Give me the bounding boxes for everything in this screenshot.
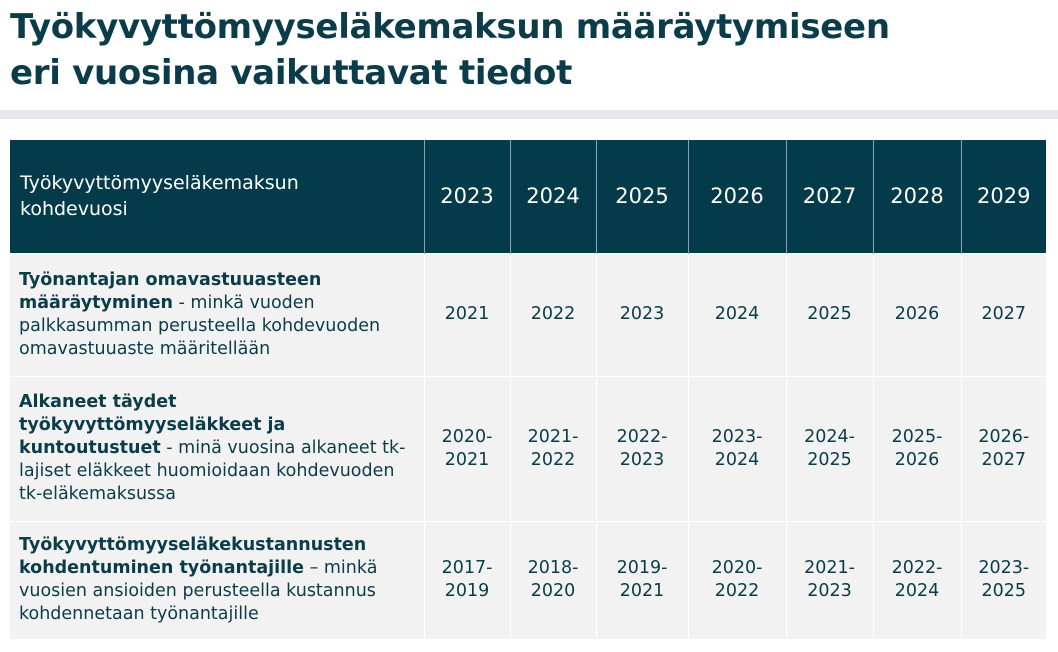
cell-line-1: 2020- bbox=[711, 558, 763, 579]
cell-line-1: 2026 bbox=[894, 304, 940, 324]
cell-line-1: 2021- bbox=[804, 558, 855, 579]
cell-line-1: 2019- bbox=[616, 558, 668, 579]
cell-line-1: 2022- bbox=[891, 558, 943, 579]
cell-line-1: 2026- bbox=[978, 426, 1030, 447]
table-header-row bbox=[10, 140, 1046, 253]
cell-line-2: 2021 bbox=[619, 581, 665, 602]
cell-line-2: 2020 bbox=[530, 581, 576, 602]
table-cell bbox=[786, 376, 873, 521]
table-cell bbox=[873, 521, 961, 639]
cell-line-1: 2020- bbox=[441, 426, 493, 447]
cell-line-2: 2025 bbox=[981, 581, 1027, 602]
row-description-text: – minkä vuosien ansioiden perusteella kustannus kohdennetaan työnantajille bbox=[19, 558, 378, 625]
header-year: 2023 bbox=[424, 140, 510, 253]
table-cell bbox=[510, 521, 596, 639]
table-cell bbox=[510, 376, 596, 521]
table-cell bbox=[961, 521, 1046, 639]
cell-line-1: 2024- bbox=[804, 426, 855, 447]
cell-line-1: 2022 bbox=[530, 304, 576, 324]
cell-line-1: 2025 bbox=[807, 304, 852, 324]
table-cell bbox=[596, 253, 688, 376]
cell-line-2: 2026 bbox=[894, 449, 940, 470]
table-cell bbox=[688, 376, 786, 521]
header-year: 2028 bbox=[873, 140, 961, 253]
title-divider bbox=[0, 110, 1058, 119]
cell-line-1: 2024 bbox=[714, 304, 760, 324]
header-label-line-1: Työkyvyttömyyseläkemaksun bbox=[20, 172, 299, 195]
cell-line-2: 2019 bbox=[444, 581, 490, 602]
table-cell bbox=[688, 521, 786, 639]
row-description-bold: Työkyvyttömyyseläkekustannusten kohdentuminen työnantajille bbox=[19, 535, 367, 579]
table-row bbox=[10, 376, 1046, 521]
cell-line-2: 2024 bbox=[714, 449, 760, 470]
cell-line-2: 2024 bbox=[894, 581, 940, 602]
row-description bbox=[10, 521, 424, 639]
table-cell bbox=[786, 253, 873, 376]
row-description-bold: Työnantajan omavastuuasteen määräytyminen bbox=[19, 269, 322, 313]
header-label-cell bbox=[10, 140, 424, 253]
cell-line-1: 2017- bbox=[441, 558, 493, 579]
cell-line-1: 2023- bbox=[711, 426, 763, 447]
table-cell bbox=[961, 253, 1046, 376]
header-label-line-2: kohdevuosi bbox=[20, 198, 128, 221]
table-row bbox=[10, 521, 1046, 639]
row-description bbox=[10, 253, 424, 376]
table-cell bbox=[596, 521, 688, 639]
title-line-2: eri vuosina vaikuttavat tiedot bbox=[10, 53, 573, 93]
table-cell bbox=[688, 253, 786, 376]
table-cell bbox=[424, 376, 510, 521]
table-row bbox=[10, 253, 1046, 376]
page-title bbox=[10, 4, 1050, 96]
table-cell bbox=[424, 253, 510, 376]
cell-line-1: 2021 bbox=[444, 304, 490, 324]
header-year: 2024 bbox=[510, 140, 596, 253]
cell-line-2: 2022 bbox=[530, 449, 576, 470]
cell-line-2: 2023 bbox=[619, 449, 665, 470]
table-cell bbox=[961, 376, 1046, 521]
cell-line-1: 2027 bbox=[981, 304, 1027, 324]
header-year: 2027 bbox=[786, 140, 873, 253]
table-cell bbox=[424, 521, 510, 639]
cell-line-1: 2021- bbox=[527, 426, 579, 447]
fee-determination-table bbox=[10, 140, 1046, 639]
cell-line-2: 2027 bbox=[981, 449, 1027, 470]
table-cell bbox=[873, 376, 961, 521]
cell-line-2: 2021 bbox=[444, 449, 490, 470]
cell-line-1: 2023 bbox=[619, 304, 665, 324]
cell-line-1: 2025- bbox=[891, 426, 943, 447]
row-description-text: - minkä vuoden palkkasumman perusteella kohdevuoden omavastuuaste määritellään bbox=[19, 292, 381, 359]
cell-line-1: 2023- bbox=[978, 558, 1030, 579]
cell-line-1: 2018- bbox=[527, 558, 579, 579]
row-description-text: - minä vuosina alkaneet tk-lajiset eläkkeet huomioidaan kohdevuoden tk-eläkemaksussa bbox=[19, 438, 406, 504]
title-line-1: Työkyvyttömyyseläkemaksun määräytymiseen bbox=[10, 7, 890, 47]
table-cell bbox=[596, 376, 688, 521]
table-cell bbox=[786, 521, 873, 639]
cell-line-2: 2022 bbox=[714, 581, 760, 602]
cell-line-2: 2023 bbox=[807, 581, 852, 602]
row-description bbox=[10, 376, 424, 521]
cell-line-2: 2025 bbox=[807, 449, 852, 470]
header-year: 2026 bbox=[688, 140, 786, 253]
row-description-bold: Alkaneet täydet työkyvyttömyyseläkkeet ja kuntoutustuet bbox=[19, 392, 286, 458]
table-cell bbox=[510, 253, 596, 376]
header-year: 2025 bbox=[596, 140, 688, 253]
header-year: 2029 bbox=[961, 140, 1046, 253]
cell-line-1: 2022- bbox=[616, 426, 668, 447]
table-cell bbox=[873, 253, 961, 376]
